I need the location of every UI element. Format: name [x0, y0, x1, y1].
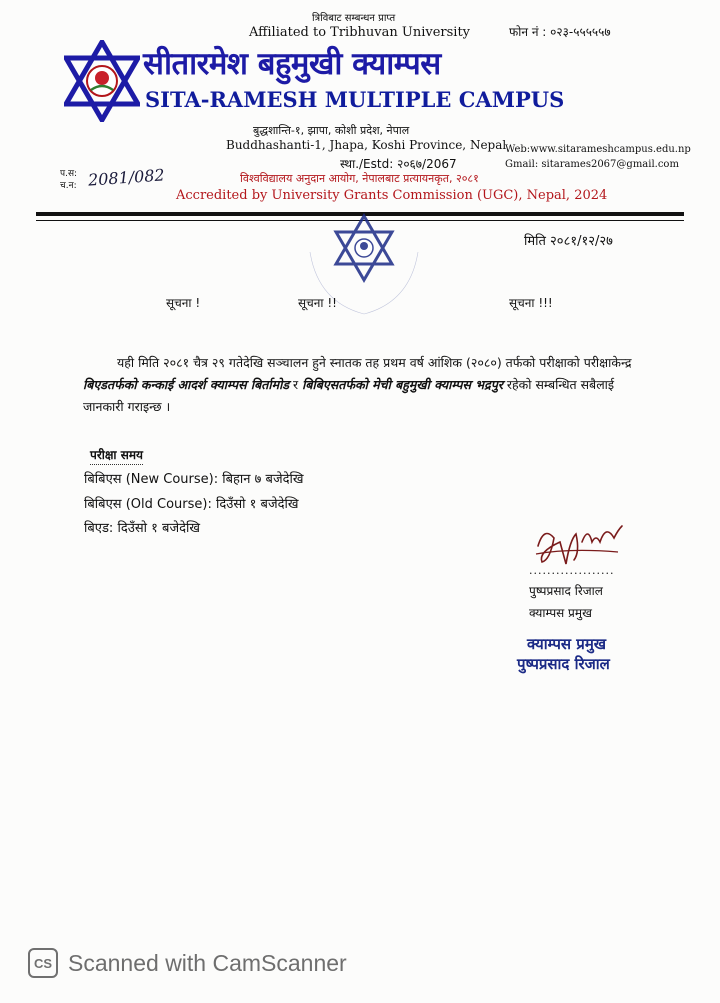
schedule-row: बिएड: दिउँसो १ बजेदेखि	[84, 521, 200, 536]
notice-date: मिति २०८१/१२/२७	[524, 234, 613, 249]
campus-name-english: SITA-RAMESH MULTIPLE CAMPUS	[145, 87, 565, 112]
signer-title: क्याम्पस प्रमुख	[529, 606, 592, 620]
notice-heading-right: सूचना !!!	[509, 296, 553, 310]
established-year: स्था./Estd: २०६७/2067	[340, 157, 457, 171]
website: Web:www.sitarameshcampus.edu.np	[505, 144, 691, 155]
notice-body	[83, 352, 643, 418]
signer-name: पुष्पप्रसाद रिजाल	[529, 584, 603, 598]
schedule-row: बिबिएस (Old Course): दिउँसो १ बजेदेखि	[84, 497, 299, 512]
camscanner-logo-icon	[28, 948, 58, 978]
exam-time-heading: परीक्षा समय	[90, 446, 143, 465]
phone-number: फोन नं : ०२३-५५५५५७	[509, 25, 611, 39]
affiliation-nepali: त्रिविबाट सम्बन्धन प्राप्त	[312, 13, 396, 24]
notice-body-part-3: रहेको सम्बन्धित सबैलाई जानकारी गराइन्छ ।	[83, 377, 615, 414]
schedule-row: बिबिएस (New Course): बिहान ७ बजेदेखि	[84, 472, 304, 487]
ref-label-cn: च.न:	[60, 181, 77, 191]
notice-body-emphasis-bed: बिएडतर्फको कन्काई आदर्श क्याम्पस बिर्तामोड	[83, 377, 290, 392]
ref-label-ps: प.स:	[60, 169, 78, 179]
name-stamp-name: पुष्पप्रसाद रिजाल	[517, 655, 610, 673]
camscanner-logo-text: CS	[33, 956, 53, 971]
ugc-accreditation-nepali: विश्वविद्यालय अनुदान आयोग, नेपालबाट प्रत्यायनकृत, २०८१	[240, 172, 479, 185]
signature-line: ...................	[529, 564, 615, 577]
email: Gmail: sitarames2067@gmail.com	[505, 159, 679, 170]
notice-heading-center: सूचना !!	[298, 296, 337, 310]
notice-body-emphasis-bbs: बिबिएसतर्फको मेची बहुमुखी क्याम्पस भद्रपुर	[302, 377, 503, 392]
address-english: Buddhashanti-1, Jhapa, Koshi Province, Nepal	[226, 138, 507, 152]
handwritten-reference-number: 2081/082	[87, 165, 166, 190]
notice-body-part-1: यही मिति २०८१ चैत्र २९ गतेदेखि सञ्चालन हुने स्नातक तह प्रथम वर्ष आंशिक (२०८०) तर्फको परीक्षाको परीक्षाकेन्द्र	[117, 355, 632, 370]
campus-name-nepali: सीतारमेश बहुमुखी क्याम्पस	[143, 46, 441, 82]
name-stamp-title: क्याम्पस प्रमुख	[527, 635, 607, 653]
notice-body-part-2: र	[289, 377, 303, 392]
notice-heading-left: सूचना !	[166, 296, 201, 310]
scanner-watermark-text: Scanned with CamScanner	[68, 950, 347, 976]
affiliation-english: Affiliated to Tribhuvan University	[249, 25, 471, 40]
campus-logo-icon	[64, 40, 140, 122]
ugc-accreditation-english: Accredited by University Grants Commission (UGC), Nepal, 2024	[176, 188, 608, 203]
address-nepali: बुद्धशान्ति-१, झापा, कोशी प्रदेश, नेपाल	[253, 124, 410, 137]
